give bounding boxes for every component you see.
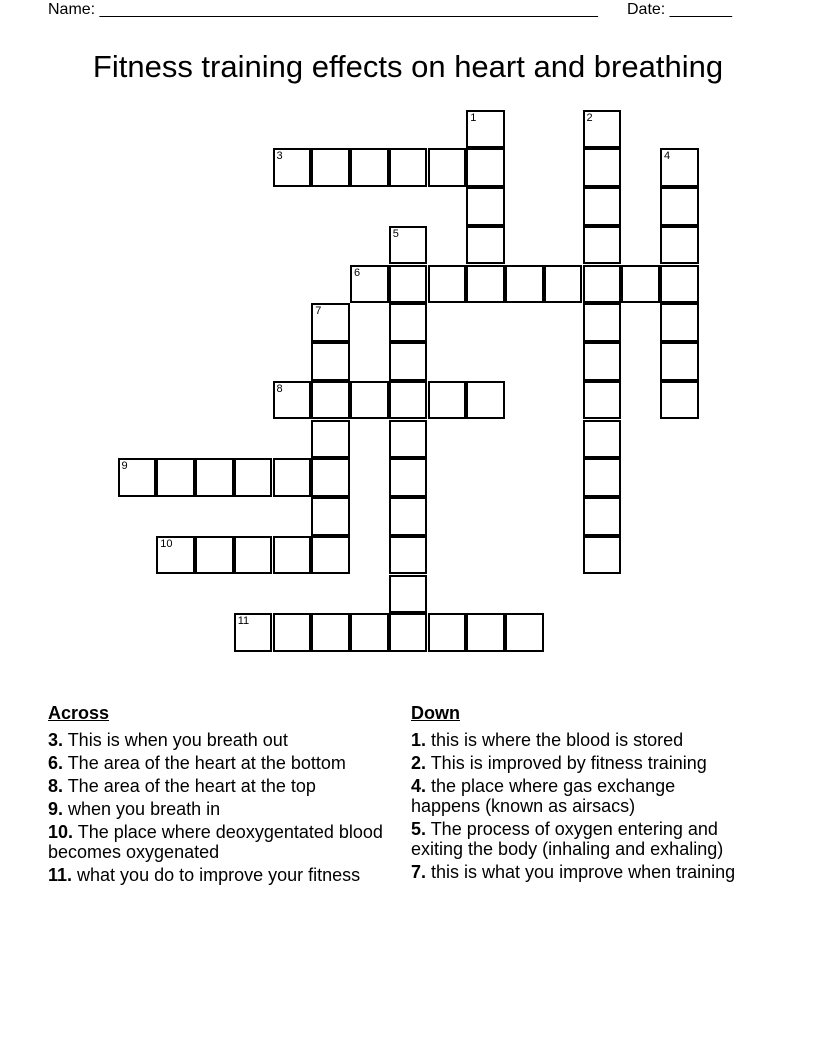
crossword-cell[interactable] xyxy=(660,226,699,265)
clue-item-number: 10. xyxy=(48,822,74,842)
crossword-cell[interactable] xyxy=(311,342,350,381)
crossword-cell[interactable] xyxy=(466,381,505,420)
clue-number: 7 xyxy=(315,305,322,318)
crossword-cell[interactable] xyxy=(583,187,622,226)
clue-number: 3 xyxy=(276,150,283,163)
crossword-cell[interactable] xyxy=(273,536,312,575)
across-clues xyxy=(48,702,388,888)
crossword-cell[interactable] xyxy=(389,536,428,575)
crossword-cell[interactable] xyxy=(350,265,389,304)
crossword-cell[interactable] xyxy=(428,148,467,187)
date-field-line: Date: _______ xyxy=(627,1,732,18)
crossword-cell[interactable] xyxy=(505,265,544,304)
crossword-cell[interactable] xyxy=(466,148,505,187)
crossword-cell[interactable] xyxy=(311,458,350,497)
crossword-cell[interactable] xyxy=(583,342,622,381)
clue-item-number: 5. xyxy=(411,819,427,839)
crossword-cell[interactable] xyxy=(195,458,234,497)
clue-number: 2 xyxy=(586,111,593,124)
clue-item-number: 11. xyxy=(48,865,73,885)
crossword-cell[interactable] xyxy=(311,381,350,420)
crossword-cell[interactable] xyxy=(118,458,157,497)
crossword-cell[interactable] xyxy=(311,497,350,536)
crossword-cell[interactable] xyxy=(273,148,312,187)
clue-item-text: this is what you improve when training xyxy=(426,862,736,882)
crossword-cell[interactable] xyxy=(389,342,428,381)
crossword-cell[interactable] xyxy=(583,148,622,187)
clue-item xyxy=(48,865,388,885)
crossword-cell[interactable] xyxy=(195,536,234,575)
crossword-cell[interactable] xyxy=(583,303,622,342)
crossword-cell[interactable] xyxy=(156,536,195,575)
crossword-cell[interactable] xyxy=(505,613,544,652)
clue-number: 9 xyxy=(121,460,128,473)
down-clues xyxy=(411,702,741,885)
clue-item-number: 2. xyxy=(411,753,427,773)
crossword-cell[interactable] xyxy=(428,613,467,652)
crossword-cell[interactable] xyxy=(350,148,389,187)
clue-number: 10 xyxy=(160,537,173,550)
crossword-cell[interactable] xyxy=(466,110,505,149)
crossword-cell[interactable] xyxy=(466,265,505,304)
crossword-cell[interactable] xyxy=(234,613,273,652)
crossword-cell[interactable] xyxy=(273,458,312,497)
clue-item-number: 9. xyxy=(48,799,64,819)
crossword-cell[interactable] xyxy=(583,381,622,420)
crossword-cell[interactable] xyxy=(389,265,428,304)
crossword-cell[interactable] xyxy=(660,187,699,226)
crossword-cell[interactable] xyxy=(660,303,699,342)
crossword-cell[interactable] xyxy=(156,458,195,497)
crossword-cell[interactable] xyxy=(389,226,428,265)
crossword-cell[interactable] xyxy=(544,265,583,304)
crossword-cell[interactable] xyxy=(428,265,467,304)
clue-number: 5 xyxy=(392,227,399,240)
clue-item-text: this is where the blood is stored xyxy=(426,730,684,750)
crossword-cell[interactable] xyxy=(389,303,428,342)
clue-item-text: This is improved by fitness training xyxy=(426,753,707,773)
crossword-cell[interactable] xyxy=(350,613,389,652)
crossword-cell[interactable] xyxy=(389,148,428,187)
crossword-cell[interactable] xyxy=(583,420,622,459)
crossword-cell[interactable] xyxy=(583,497,622,536)
clue-item-text: when you breath in xyxy=(63,799,221,819)
clue-item-text: This is when you breath out xyxy=(63,730,288,750)
clue-item-text: The process of oxygen entering and exiting the body (inhaling and exhaling) xyxy=(411,819,724,859)
crossword-cell[interactable] xyxy=(583,536,622,575)
crossword-cell[interactable] xyxy=(660,148,699,187)
crossword-cell[interactable] xyxy=(273,381,312,420)
clue-item xyxy=(48,776,388,796)
across-heading: Across xyxy=(48,703,110,723)
crossword-cell[interactable] xyxy=(234,536,273,575)
clue-item xyxy=(411,862,741,882)
clue-item xyxy=(411,730,741,750)
clue-item-number: 1. xyxy=(411,730,427,750)
crossword-cell[interactable] xyxy=(428,381,467,420)
crossword-cell[interactable] xyxy=(660,381,699,420)
clue-item-text: what you do to improve your fitness xyxy=(72,865,361,885)
clue-item xyxy=(48,799,388,819)
crossword-cell[interactable] xyxy=(583,110,622,149)
clue-item-number: 6. xyxy=(48,753,64,773)
clue-item-text: The area of the heart at the bottom xyxy=(63,753,346,773)
clue-item-number: 8. xyxy=(48,776,64,796)
crossword-cell[interactable] xyxy=(583,458,622,497)
clue-item-text: The area of the heart at the top xyxy=(63,776,316,796)
clue-number: 4 xyxy=(664,150,671,163)
clue-item xyxy=(48,822,388,862)
crossword-cell[interactable] xyxy=(311,613,350,652)
crossword-cell[interactable] xyxy=(466,226,505,265)
clue-number: 1 xyxy=(470,111,477,124)
clue-number: 6 xyxy=(354,266,361,279)
clue-number: 8 xyxy=(276,382,283,395)
crossword-cell[interactable] xyxy=(389,420,428,459)
crossword-cell[interactable] xyxy=(583,265,622,304)
clue-item xyxy=(411,819,741,859)
clue-item xyxy=(411,753,741,773)
crossword-cell[interactable] xyxy=(311,148,350,187)
clue-item-text: the place where gas exchange happens (known as airsacs) xyxy=(411,776,676,816)
crossword-cell[interactable] xyxy=(311,536,350,575)
crossword-cell[interactable] xyxy=(311,303,350,342)
crossword-cell[interactable] xyxy=(466,187,505,226)
down-heading: Down xyxy=(411,703,460,723)
clue-item-number: 7. xyxy=(411,862,427,882)
clue-number: 11 xyxy=(237,615,250,628)
crossword-cell[interactable] xyxy=(583,226,622,265)
clue-item-text: The place where deoxygentated blood becomes oxygenated xyxy=(48,822,383,862)
crossword-cell[interactable] xyxy=(660,265,699,304)
crossword-cell[interactable] xyxy=(234,458,273,497)
crossword-cell[interactable] xyxy=(389,458,428,497)
page-title: Fitness training effects on heart and breathing xyxy=(92,49,724,84)
clue-item-number: 3. xyxy=(48,730,64,750)
crossword-cell[interactable] xyxy=(660,342,699,381)
crossword-cell[interactable] xyxy=(350,381,389,420)
clue-item xyxy=(48,753,388,773)
crossword-cell[interactable] xyxy=(273,613,312,652)
clue-item-number: 4. xyxy=(411,776,427,796)
crossword-cell[interactable] xyxy=(389,381,428,420)
clue-item xyxy=(48,730,388,750)
crossword-cell[interactable] xyxy=(311,420,350,459)
crossword-cell[interactable] xyxy=(389,497,428,536)
crossword-cell[interactable] xyxy=(389,575,428,614)
name-field-line: Name: ________________________________________________________ xyxy=(48,1,598,18)
clue-item xyxy=(411,776,741,816)
crossword-cell[interactable] xyxy=(466,613,505,652)
crossword-cell[interactable] xyxy=(621,265,660,304)
crossword-cell[interactable] xyxy=(389,613,428,652)
